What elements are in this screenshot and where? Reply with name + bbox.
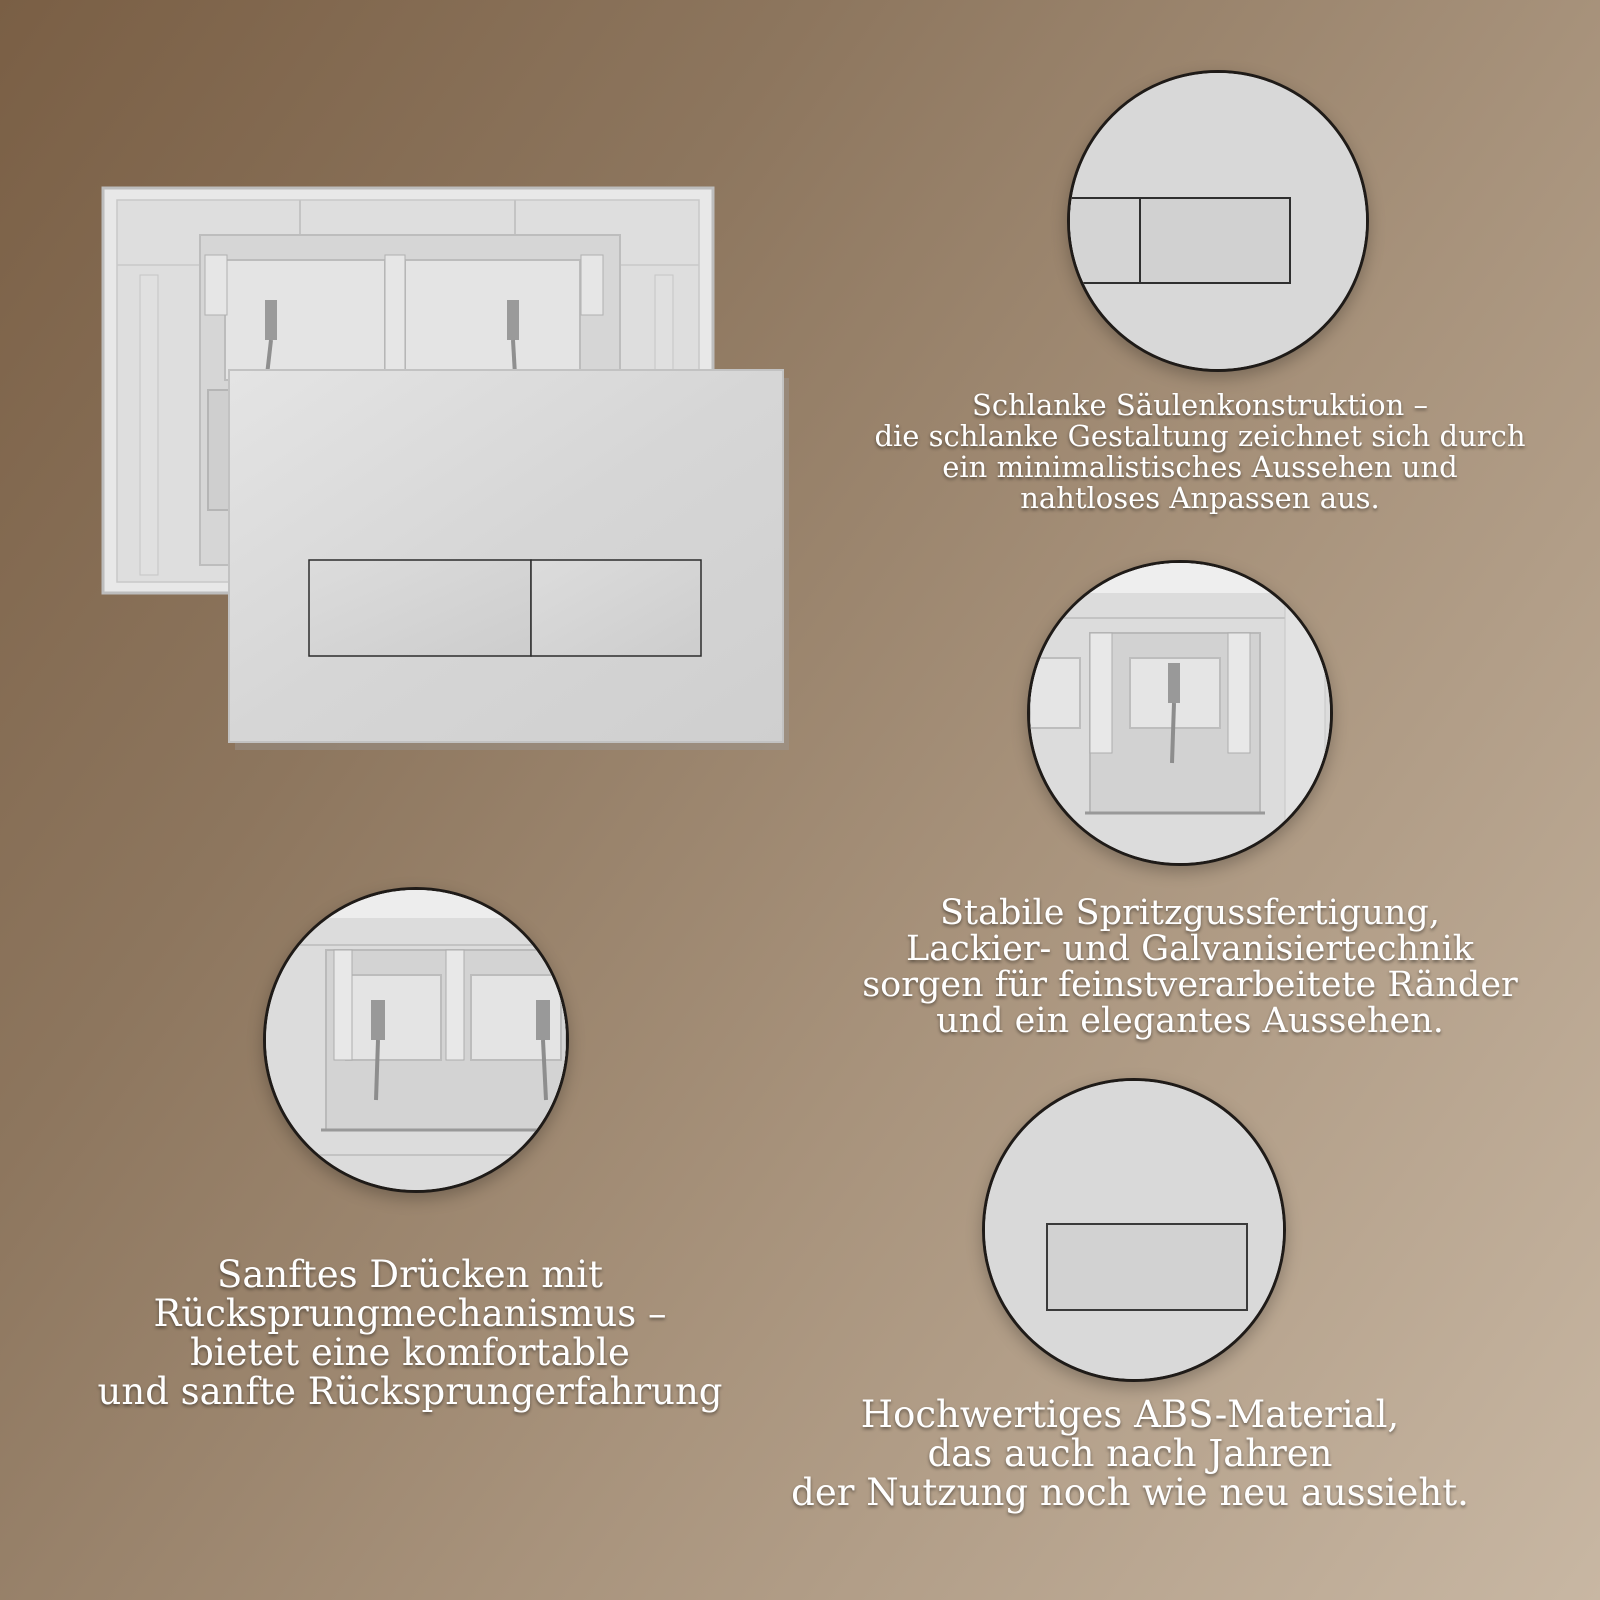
caption-line: die schlanke Gestaltung zeichnet sich durch <box>874 419 1526 453</box>
caption-line: Rücksprungmechanismus – <box>153 1292 667 1335</box>
caption-abs-material <box>760 1395 1500 1512</box>
flush-plate <box>229 370 789 750</box>
flush-plate-product-image <box>95 180 815 770</box>
caption-line: bietet eine komfortable <box>190 1331 630 1374</box>
detail-circle-buttons <box>1067 70 1369 372</box>
caption-line: das auch nach Jahren <box>927 1432 1333 1475</box>
caption-soft-press <box>40 1255 780 1411</box>
caption-line: ein minimalistisches Aussehen und <box>942 450 1458 484</box>
large-flush-button <box>309 560 531 656</box>
caption-line: der Nutzung noch wie neu aussieht. <box>791 1471 1469 1514</box>
caption-line: Sanftes Drücken mit <box>216 1253 604 1296</box>
caption-injection-molding <box>820 895 1560 1039</box>
caption-line: sorgen für feinstverarbeitete Ränder <box>862 965 1518 1005</box>
caption-line: Stabile Spritzgussfertigung, <box>940 893 1440 933</box>
detail-circle-plate-surface <box>982 1078 1286 1382</box>
caption-line: und ein elegantes Aussehen. <box>936 1001 1444 1041</box>
small-flush-button <box>531 560 701 656</box>
caption-line: Hochwertiges ABS-Material, <box>860 1393 1400 1436</box>
detail-circle-frame <box>1027 560 1333 866</box>
detail-circle-springs <box>263 887 569 1193</box>
caption-line: Schlanke Säulenkonstruktion – <box>971 388 1429 422</box>
caption-line: Lackier- und Galvanisiertechnik <box>906 929 1474 969</box>
caption-slim-construction <box>840 390 1560 514</box>
caption-line: nahtloses Anpassen aus. <box>1020 481 1380 515</box>
caption-line: und sanfte Rücksprungerfahrung <box>97 1370 723 1413</box>
